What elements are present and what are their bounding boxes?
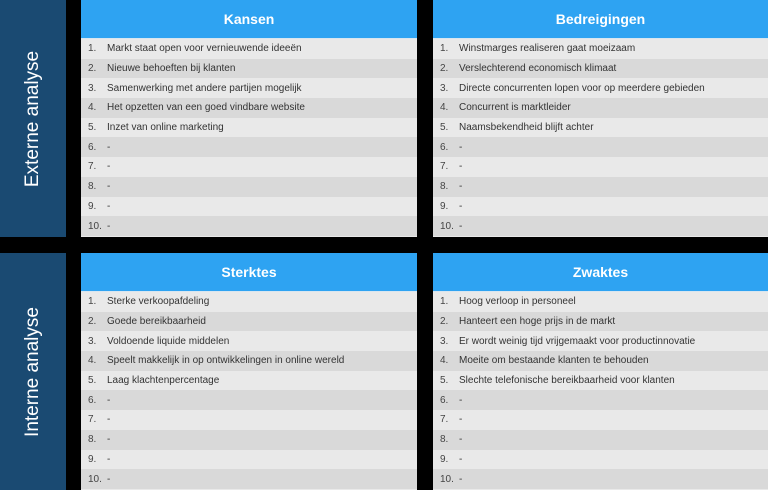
item-number: 8. [88, 181, 97, 193]
panel-zwaktes [433, 253, 768, 490]
item-text: Directe concurrenten lopen voor op meerdere gebieden [459, 82, 705, 94]
item-text: Laag klachtenpercentage [107, 375, 220, 387]
item-text: Concurrent is marktleider [459, 102, 571, 114]
item-text: - [107, 434, 111, 446]
item-text: - [459, 181, 463, 193]
item-text: Nieuwe behoeften bij klanten [107, 63, 236, 75]
item-number: 7. [88, 414, 97, 426]
list-item [81, 390, 417, 410]
item-text: Speelt makkelijk in op ontwikkelingen in online wereld [107, 355, 345, 367]
list-item [81, 469, 417, 489]
item-text: - [107, 161, 111, 173]
item-text: Goede bereikbaarheid [107, 316, 206, 328]
item-number: 2. [440, 316, 449, 328]
item-number: 8. [88, 434, 97, 446]
item-text: - [459, 161, 463, 173]
item-text: Markt staat open voor vernieuwende ideeën [107, 43, 302, 55]
item-text: - [107, 453, 111, 465]
external-analysis-label [0, 0, 66, 237]
item-text: - [459, 200, 463, 212]
item-text: - [107, 414, 111, 426]
item-text: Inzet van online marketing [107, 122, 224, 134]
item-list [81, 39, 417, 236]
item-text: - [459, 434, 463, 446]
item-text: - [459, 394, 463, 406]
panel-sterktes [81, 253, 417, 490]
item-number: 1. [88, 296, 97, 308]
list-item [433, 312, 768, 332]
internal-analysis-label [0, 253, 66, 490]
item-number: 7. [440, 414, 449, 426]
item-number: 4. [440, 102, 449, 114]
list-item [81, 351, 417, 371]
item-text: Winstmarges realiseren gaat moeizaam [459, 43, 636, 55]
panel-title: Bedreigingen [433, 0, 768, 39]
item-number: 7. [440, 161, 449, 173]
item-number: 10. [88, 473, 102, 485]
list-item [81, 78, 417, 98]
internal-analysis-text: Interne analyse [22, 306, 44, 437]
item-number: 9. [88, 453, 97, 465]
item-number: 5. [88, 122, 97, 134]
item-number: 4. [440, 355, 449, 367]
list-item [81, 312, 417, 332]
list-item [81, 430, 417, 450]
list-item [433, 410, 768, 430]
list-item [433, 216, 768, 236]
list-item [433, 469, 768, 489]
item-number: 4. [88, 355, 97, 367]
item-number: 6. [440, 141, 449, 153]
item-text: - [459, 220, 463, 232]
list-item [433, 351, 768, 371]
item-number: 5. [88, 375, 97, 387]
item-number: 10. [440, 220, 454, 232]
list-item [433, 98, 768, 118]
item-number: 4. [88, 102, 97, 114]
item-list [433, 292, 768, 489]
list-item [81, 216, 417, 236]
item-text: - [459, 141, 463, 153]
panel-title: Zwaktes [433, 253, 768, 292]
item-number: 2. [440, 63, 449, 75]
item-text: - [107, 181, 111, 193]
item-list [433, 39, 768, 236]
panel-kansen [81, 0, 417, 237]
item-number: 7. [88, 161, 97, 173]
item-text: Hanteert een hoge prijs in de markt [459, 316, 616, 328]
item-number: 3. [88, 82, 97, 94]
item-number: 9. [440, 453, 449, 465]
item-text: Voldoende liquide middelen [107, 335, 230, 347]
item-number: 10. [440, 473, 454, 485]
list-item [81, 371, 417, 391]
list-item [433, 430, 768, 450]
item-number: 5. [440, 375, 449, 387]
list-item [433, 157, 768, 177]
item-text: Naamsbekendheid blijft achter [459, 122, 594, 134]
list-item [433, 371, 768, 391]
item-text: Hoog verloop in personeel [459, 296, 576, 308]
item-number: 2. [88, 63, 97, 75]
list-item [433, 450, 768, 470]
item-text: - [107, 200, 111, 212]
item-text: - [459, 473, 463, 485]
list-item [81, 177, 417, 197]
list-item [433, 118, 768, 138]
item-number: 6. [440, 394, 449, 406]
item-text: - [107, 473, 111, 485]
item-text: - [107, 394, 111, 406]
list-item [81, 98, 417, 118]
item-text: Samenwerking met andere partijen mogelijk [107, 82, 302, 94]
list-item [81, 59, 417, 79]
item-number: 6. [88, 141, 97, 153]
list-item [81, 331, 417, 351]
item-number: 2. [88, 316, 97, 328]
external-analysis-text: Externe analyse [22, 50, 43, 187]
item-text: - [459, 414, 463, 426]
item-text: Sterke verkoopafdeling [107, 296, 210, 308]
list-item [81, 157, 417, 177]
list-item [81, 118, 417, 138]
item-number: 3. [440, 335, 449, 347]
item-text: Er wordt weinig tijd vrijgemaakt voor productinnovatie [459, 335, 696, 347]
item-number: 9. [440, 200, 449, 212]
list-item [433, 177, 768, 197]
item-number: 1. [440, 296, 449, 308]
list-item [433, 292, 768, 312]
list-item [433, 331, 768, 351]
list-item [433, 39, 768, 59]
list-item [81, 39, 417, 59]
item-number: 10. [88, 220, 102, 232]
item-text: Moeite om bestaande klanten te behouden [459, 355, 649, 367]
panel-title: Kansen [81, 0, 417, 39]
item-number: 5. [440, 122, 449, 134]
list-item [81, 450, 417, 470]
item-number: 1. [440, 43, 449, 55]
list-item [81, 197, 417, 217]
item-text: - [107, 220, 111, 232]
list-item [433, 390, 768, 410]
list-item [433, 59, 768, 79]
item-number: 3. [440, 82, 449, 94]
item-number: 6. [88, 394, 97, 406]
item-number: 3. [88, 335, 97, 347]
item-number: 9. [88, 200, 97, 212]
item-text: - [107, 141, 111, 153]
list-item [81, 137, 417, 157]
panel-bedreigingen [433, 0, 768, 237]
panel-title: Sterktes [81, 253, 417, 292]
item-number: 8. [440, 434, 449, 446]
item-text: Verslechterend economisch klimaat [459, 63, 617, 75]
item-text: Het opzetten van een goed vindbare website [107, 102, 305, 114]
list-item [433, 197, 768, 217]
list-item [433, 137, 768, 157]
item-number: 1. [88, 43, 97, 55]
list-item [81, 410, 417, 430]
list-item [433, 78, 768, 98]
item-list [81, 292, 417, 489]
item-text: - [459, 453, 463, 465]
list-item [81, 292, 417, 312]
item-number: 8. [440, 181, 449, 193]
item-text: Slechte telefonische bereikbaarheid voor klanten [459, 375, 675, 387]
